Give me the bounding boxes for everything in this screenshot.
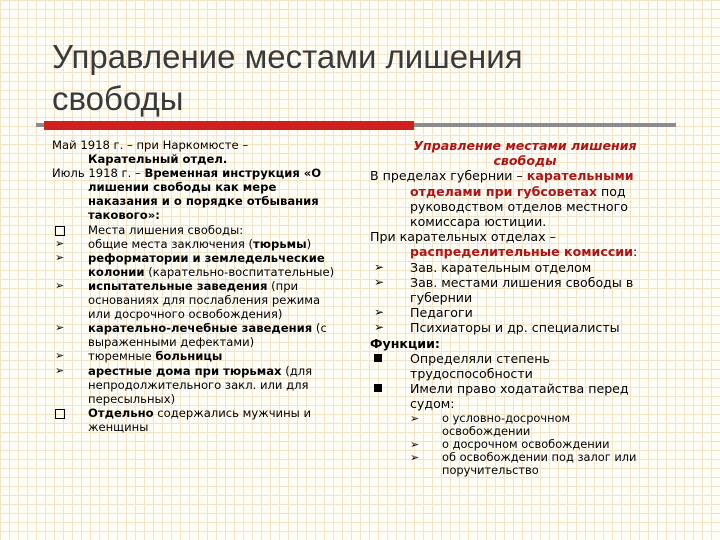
arrow-bullet-icon: ➢	[55, 321, 65, 335]
right-line: руководством отделов местного	[410, 198, 628, 214]
list-item: ➢ испытательные заведения (при основаниях для послабления режима или досрочного освобождения)	[55, 278, 321, 322]
sub-list-item: ➢ о досрочном освобождении	[410, 437, 610, 452]
list-item: ➢ арестные дома при тюрьмах (для непродолжительного закл. или для пересыльных)	[55, 363, 313, 406]
arrow-bullet-icon: ➢	[410, 411, 420, 425]
arrow-bullet-icon: ➢	[374, 320, 385, 335]
title-accent-bar	[44, 121, 414, 130]
list-item: Имели право ходатайства перед судом:	[370, 381, 680, 411]
right-heading: Управление местами лишения свободы	[413, 138, 637, 169]
arrow-bullet-icon: ➢	[374, 274, 385, 289]
arrow-bullet-icon: ➢	[55, 236, 65, 250]
arrow-bullet-icon: ➢	[55, 349, 65, 363]
right-line: При карательных отделах –	[370, 229, 556, 245]
right-column	[370, 138, 680, 478]
left-line: Июль 1918 г. – Временная инструкция «О	[52, 166, 322, 181]
arrow-bullet-icon: ➢	[374, 305, 385, 320]
title-line-2: свободы	[52, 80, 184, 117]
right-line: отделами при губсоветах под	[410, 183, 626, 199]
list-item: ➢ Педагоги	[374, 305, 473, 321]
list-item: Отдельно содержались мужчины и женщины	[52, 406, 352, 434]
functions-heading: Функции:	[370, 335, 440, 351]
arrow-bullet-icon: ➢	[374, 259, 385, 274]
filled-square-bullet-icon	[374, 384, 382, 392]
list-item: ➢ карательно-лечебные заведения (с выраженными дефектами)	[55, 321, 327, 350]
title-line-1: Управление местами лишения	[52, 38, 523, 75]
list-item: Определяли степень трудоспособности	[370, 351, 680, 381]
arrow-bullet-icon: ➢	[55, 278, 65, 292]
left-column	[52, 138, 352, 434]
right-line: В пределах губернии – карательными	[370, 168, 634, 184]
instruction-name: Временная инструкция «О	[144, 166, 322, 181]
arrow-bullet-icon: ➢	[410, 451, 420, 465]
right-line: комиссара юстиции.	[410, 214, 547, 230]
left-line: лишении свободы как мере	[88, 180, 277, 195]
slide-title	[52, 36, 652, 120]
right-line: распределительные комиссии:	[410, 244, 638, 260]
sub-list-item: ➢ об освобождении под залог или поручительство	[410, 450, 637, 478]
arrow-bullet-icon: ➢	[410, 438, 420, 452]
left-line: Май 1918 г. – при Наркомюсте –	[52, 138, 249, 152]
list-item: ➢ Зав. карательным отделом	[374, 259, 592, 275]
list-item: ➢ Психиаторы и др. специалисты	[374, 320, 620, 336]
left-line: наказания и о порядке отбывания	[88, 194, 319, 209]
left-line: такового»:	[88, 208, 160, 223]
filled-square-bullet-icon	[374, 354, 382, 362]
square-bullet-icon	[55, 409, 65, 419]
arrow-bullet-icon: ➢	[55, 363, 65, 377]
left-line: Карательный отдел.	[88, 152, 228, 167]
list-item: ➢ тюремные больницы	[55, 349, 223, 364]
list-item: ➢ общие места заключения (тюрьмы)	[55, 236, 312, 251]
list-item: ➢ Зав. местами лишения свободы в губернии	[374, 274, 634, 306]
list-item: Места лишения свободы:	[52, 223, 352, 237]
square-bullet-icon	[55, 226, 65, 236]
arrow-bullet-icon: ➢	[55, 250, 65, 264]
list-item: ➢ реформатории и земледельческие колонии (карательно-воспитательные)	[55, 250, 335, 279]
sub-list-item: ➢ о условно-досрочном освобождении	[410, 410, 571, 438]
